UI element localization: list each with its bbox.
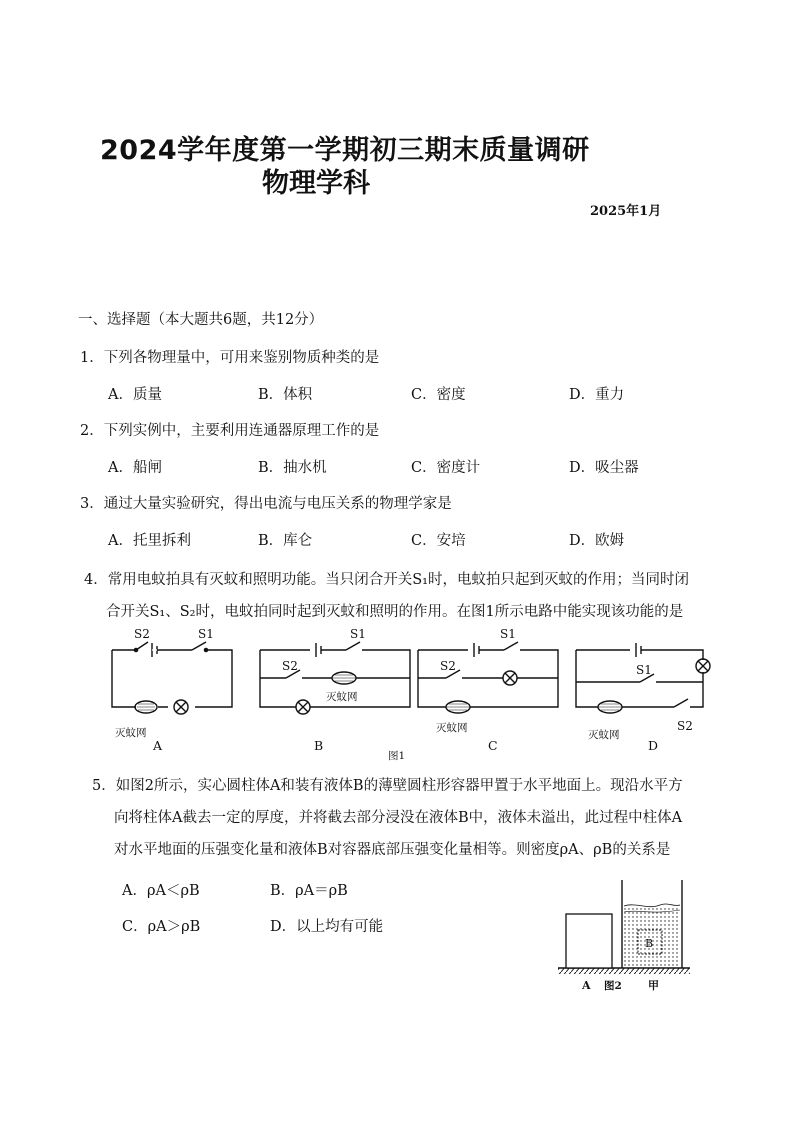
question-3-stem: 3．通过大量实验研究，得出电流与电压关系的物理学家是 <box>80 496 452 512</box>
question-1-option-d: D．重力 <box>569 387 625 403</box>
subject-title: 物理学科 <box>262 168 370 199</box>
figure-2-label-jia: 甲 <box>648 979 659 992</box>
circuit-c <box>418 642 558 713</box>
circuit-d-s2-label: S2 <box>677 719 693 733</box>
figure-1-caption: 图1 <box>388 750 406 762</box>
figure-2-diagram <box>556 876 696 998</box>
exam-date: 2025年1月 <box>590 204 662 219</box>
question-3-option-a: A．托里拆利 <box>108 533 191 549</box>
question-3-option-c: C．安培 <box>411 533 466 549</box>
circuit-b-s1-label: S1 <box>350 627 366 641</box>
circuit-d-s1-label: S1 <box>636 663 652 677</box>
figure-1-circuits <box>100 622 720 762</box>
circuit-d <box>576 643 710 713</box>
circuit-c-s1-label: S1 <box>500 627 516 641</box>
circuit-d-letter: D <box>648 738 659 753</box>
question-4-stem-line-1: 4．常用电蚊拍具有灭蚊和照明功能。当只闭合开关S₁时，电蚊拍只起到灭蚊的作用；当同时闭 <box>84 572 689 588</box>
liquid-b-label: B <box>645 937 654 950</box>
question-2-option-a: A．船闸 <box>108 460 162 476</box>
question-5-option-a: A．ρA＜ρB <box>122 883 200 899</box>
question-5-option-c: C．ρA＞ρB <box>122 919 201 935</box>
question-5-stem-line-1: 5．如图2所示，实心圆柱体A和装有液体B的薄壁圆柱形容器甲置于水平地面上。现沿水平方 <box>92 778 683 794</box>
question-2-option-d: D．吸尘器 <box>569 460 639 476</box>
circuit-a-letter: A <box>153 738 163 753</box>
circuit-a <box>112 642 232 714</box>
question-5-option-d: D．以上均有可能 <box>270 919 384 935</box>
circuit-b-s2-label: S2 <box>282 659 298 673</box>
question-2-option-b: B．抽水机 <box>258 460 327 476</box>
question-4-stem-line-2: 合开关S₁、S₂时，电蚊拍同时起到灭蚊和照明的作用。在图1所示电路中能实现该功能的是 <box>106 604 684 620</box>
question-3-option-d: D．欧姆 <box>569 533 625 549</box>
circuit-a-s2-label: S2 <box>134 627 150 641</box>
question-2-option-c: C．密度计 <box>411 460 481 476</box>
question-1-stem: 1．下列各物理量中，可用来鉴别物质种类的是 <box>80 350 380 366</box>
circuit-d-net-label: 灭蚊网 <box>588 729 620 741</box>
question-2-stem: 2．下列实例中，主要利用连通器原理工作的是 <box>80 423 380 439</box>
circuit-b-net-label: 灭蚊网 <box>326 691 358 703</box>
circuit-b-letter: B <box>314 738 324 753</box>
question-5-stem-line-2: 向将柱体A截去一定的厚度，并将截去部分浸没在液体B中，液体未溢出，此过程中柱体A <box>114 810 683 826</box>
question-1-option-c: C．密度 <box>411 387 466 403</box>
question-5-option-b: B．ρA＝ρB <box>270 883 348 899</box>
question-3-option-b: B．库仑 <box>258 533 313 549</box>
section-heading: 一、选择题（本大题共6题，共12分） <box>78 312 324 328</box>
circuit-c-net-label: 灭蚊网 <box>436 722 468 734</box>
circuit-a-s1-label: S1 <box>198 627 214 641</box>
figure-2-caption: 图2 <box>604 980 622 992</box>
cylinder-a <box>566 914 612 968</box>
page-title: 2024学年度第一学期初三期末质量调研 <box>100 135 590 166</box>
circuit-a-net-label: 灭蚊网 <box>115 727 147 739</box>
question-1-option-a: A．质量 <box>108 387 162 403</box>
circuit-c-letter: C <box>488 738 498 753</box>
question-5-stem-line-3: 对水平地面的压强变化量和液体B对容器底部压强变化量相等。则密度ρA、ρB的关系是 <box>114 842 671 858</box>
question-1-option-b: B．体积 <box>258 387 313 403</box>
figure-2-label-a: A <box>582 979 591 992</box>
ground-surface <box>558 968 690 974</box>
circuit-c-s2-label: S2 <box>440 659 456 673</box>
